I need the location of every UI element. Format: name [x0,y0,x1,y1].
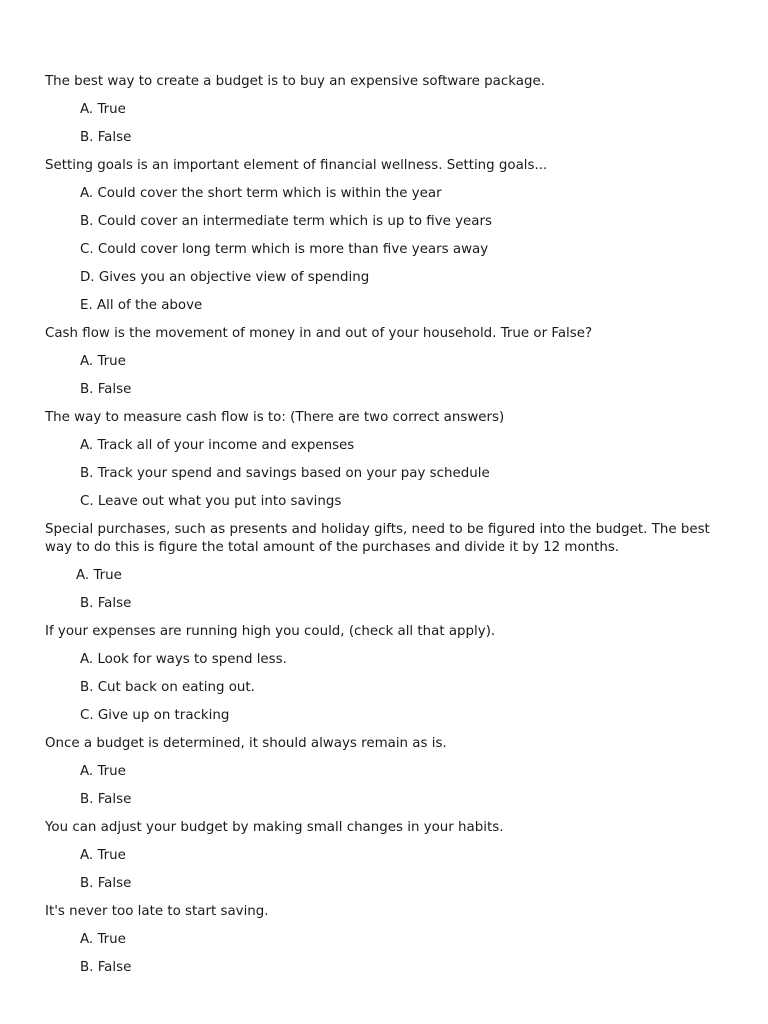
question-5: Special purchases, such as presents and holiday gifts, need to be figured into the budget. The best way to do this is figure the total amount of the purchases and divide it by 12 months. [45,522,710,555]
option-9b: B. False [80,960,132,975]
option-6b: B. Cut back on eating out. [80,680,255,695]
option-4b: B. Track your spend and savings based on your pay schedule [80,466,490,481]
option-2a: A. Could cover the short term which is within the year [80,186,442,201]
option-4c: C. Leave out what you put into savings [80,494,342,509]
option-5b: B. False [80,596,132,611]
question-2: Setting goals is an important element of financial wellness. Setting goals... [45,158,548,173]
question-8: You can adjust your budget by making small changes in your habits. [45,820,504,835]
option-8b: B. False [80,876,132,891]
option-2c: C. Could cover long term which is more than five years away [80,242,489,257]
option-9a: A. True [80,932,126,947]
option-8a: A. True [80,848,126,863]
option-1a: A. True [80,102,126,117]
question-1: The best way to create a budget is to buy an expensive software package. [45,74,545,89]
question-9: It's never too late to start saving. [45,904,269,919]
option-3b: B. False [80,382,132,397]
option-6c: C. Give up on tracking [80,708,230,723]
option-1b: B. False [80,130,132,145]
option-6a: A. Look for ways to spend less. [80,652,287,667]
question-6: If your expenses are running high you could, (check all that apply). [45,624,496,639]
option-3a: A. True [80,354,126,369]
option-2b: B. Could cover an intermediate term which is up to five years [80,214,492,229]
option-5a: A. True [76,568,122,583]
question-7: Once a budget is determined, it should always remain as is. [45,736,447,751]
question-4: The way to measure cash flow is to: (There are two correct answers) [45,410,505,425]
option-2d: D. Gives you an objective view of spending [80,270,370,285]
question-3: Cash flow is the movement of money in and out of your household. True or False? [45,326,593,341]
option-2e: E. All of the above [80,298,203,313]
option-7b: B. False [80,792,132,807]
option-4a: A. Track all of your income and expenses [80,438,355,453]
option-7a: A. True [80,764,126,779]
